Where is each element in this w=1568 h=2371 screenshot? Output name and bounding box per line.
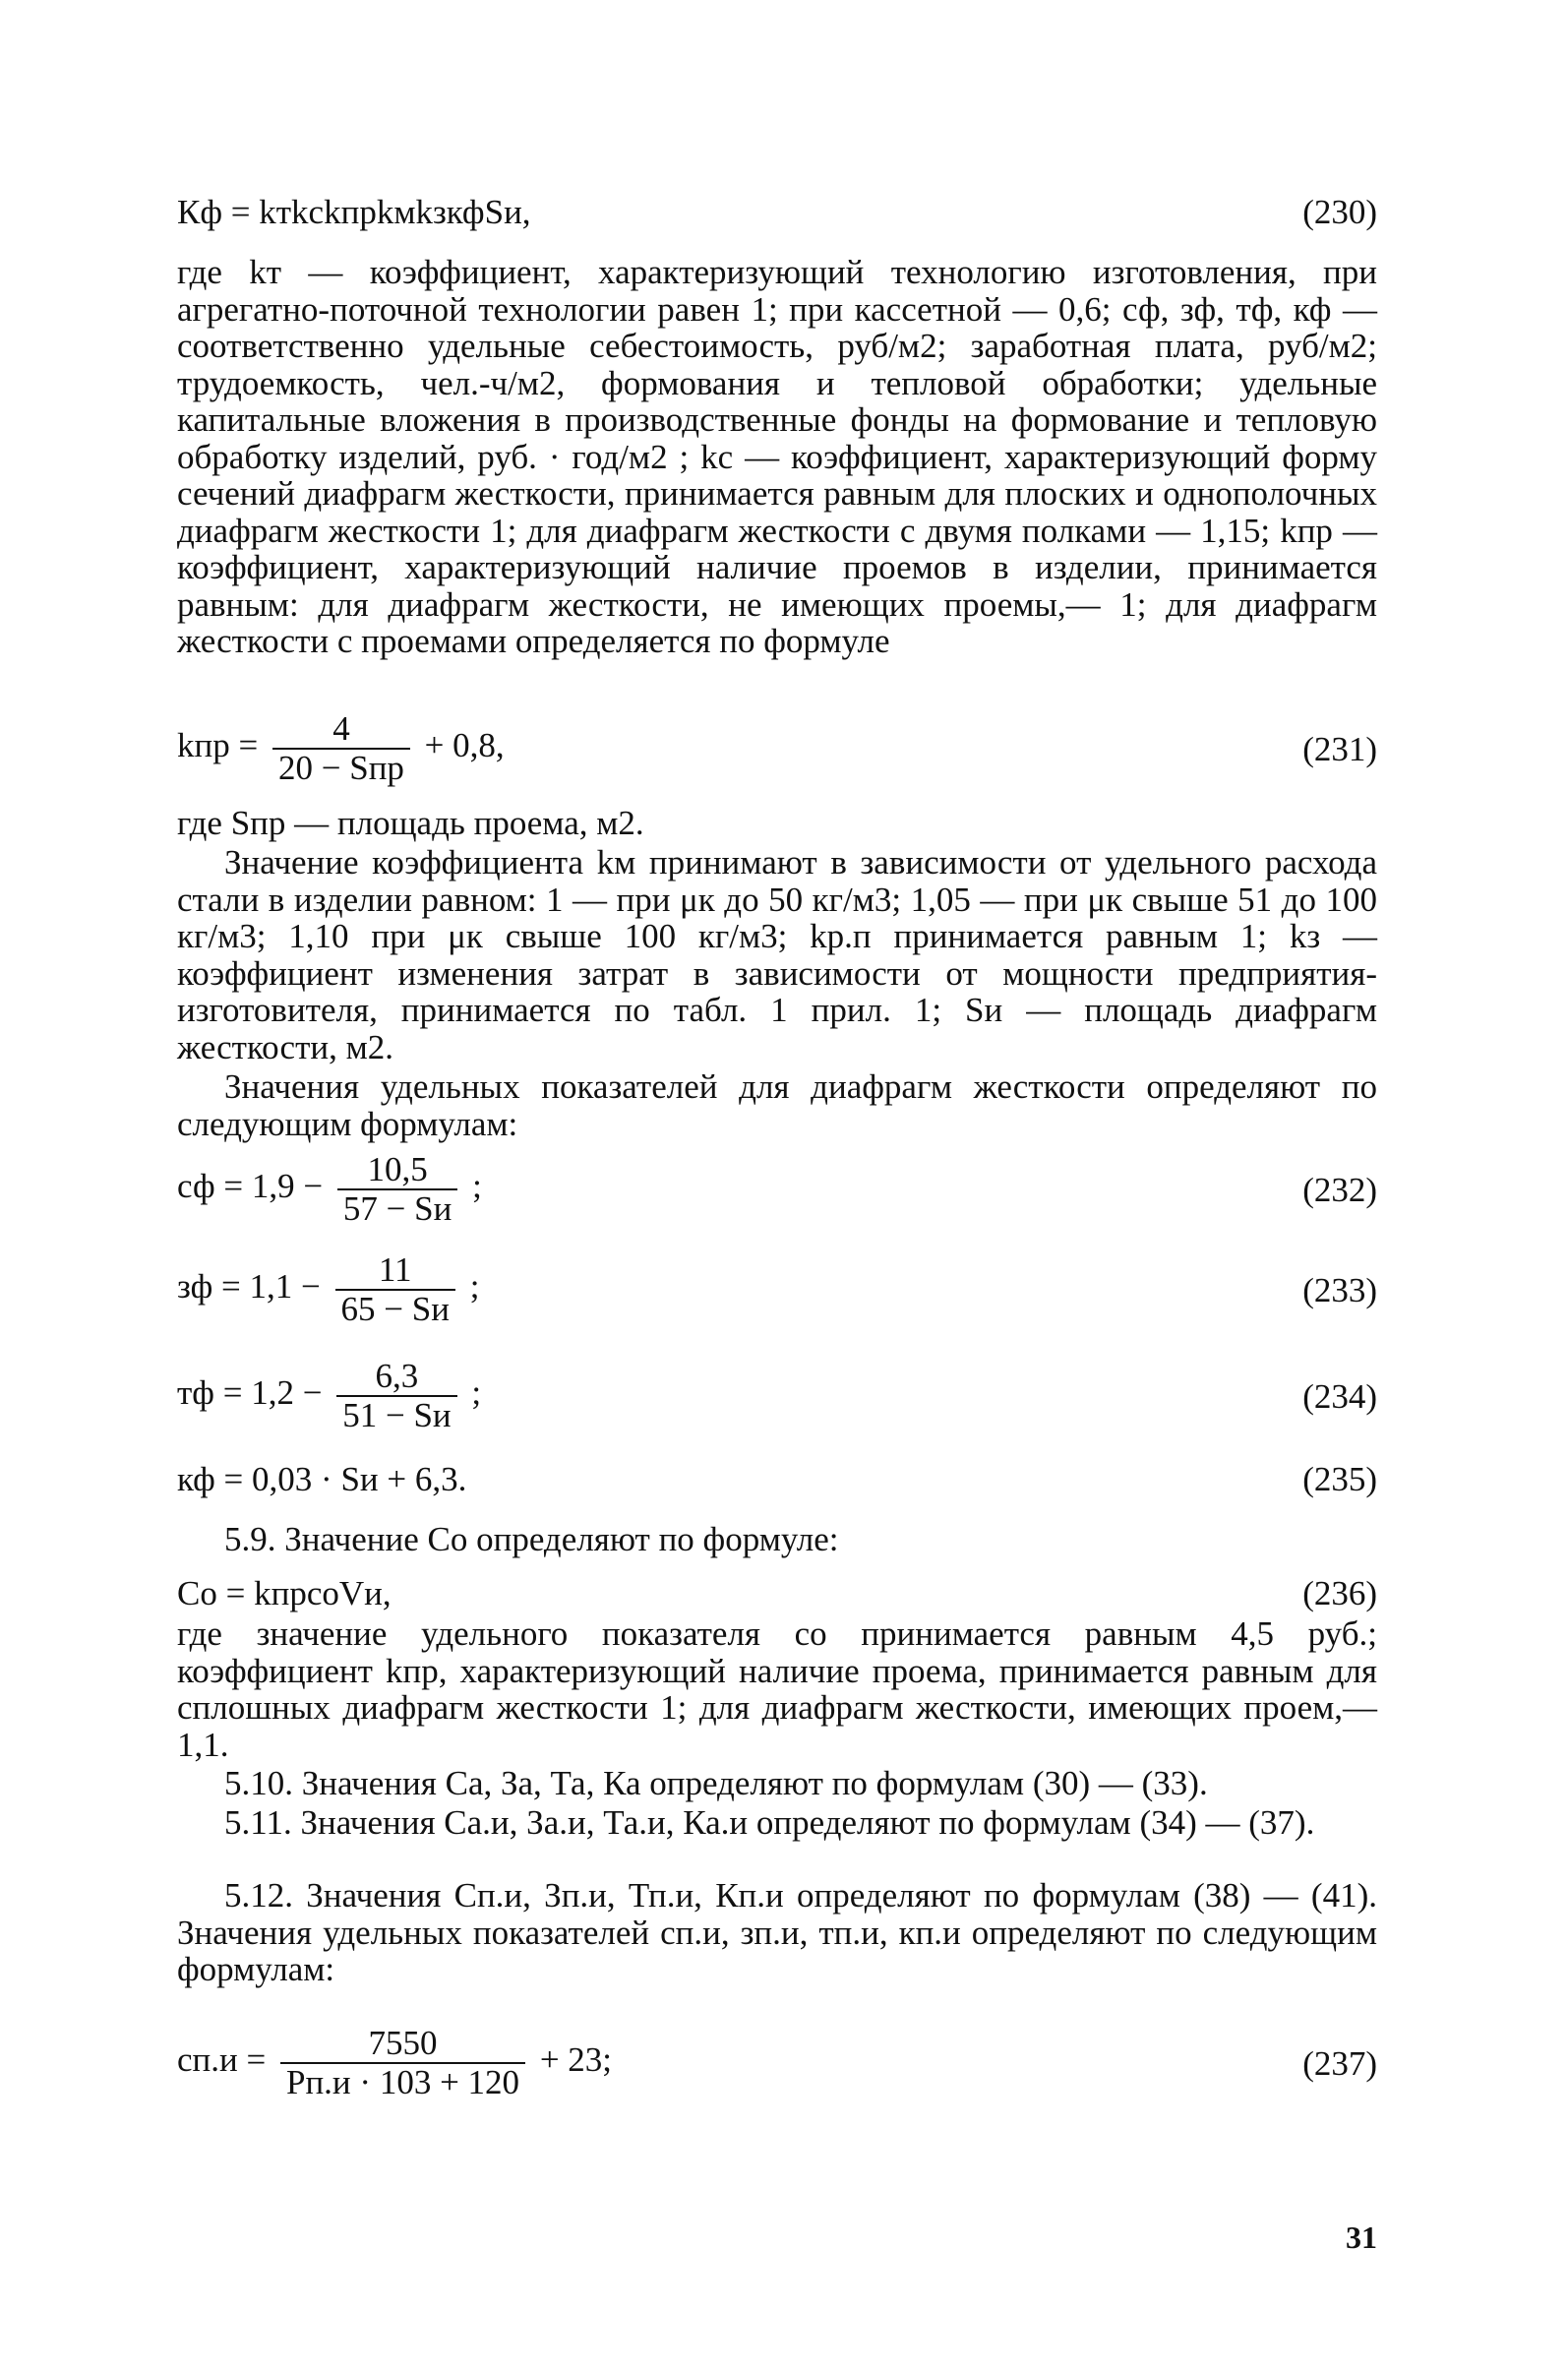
paragraph-coefficients: где kт — коэффициент, характеризующий технологию изготовления, при агрегатно-поточной технологии равен 1; при кассетной — 0,6; сф, зф, тф, кф — соответственно удельные себестоимость, руб/м2; заработная плата, руб/м2; трудоемкость, чел.-ч/м2, формования и тепловой обработки; удельные капитальные вложения в производственные фонды на формование и тепловую обработку изделий, руб. · год/м2 ; kс — коэффициент, характеризующий форму сечений диафрагм жесткости, принимается равным для плоских и однополочных диафрагм жесткости 1; для диафрагм жесткости с двумя полками — 1,15; kпр — коэффициент, характеризующий наличие проемов в изделии, принимается равным: для диафрагм жесткости, не имеющих проемы,— 1; для диафрагм жесткости с проемами определяется по формуле: [177, 253, 1377, 660]
formula-231-lhs: kпр =: [177, 726, 259, 765]
formula-237-fraction: [280, 2025, 525, 2101]
paragraph-section-5-12: 5.12. Значения Сп.и, Зп.и, Тп.и, Кп.и определяют по формулам (38) — (41). Значения удельных показателей сп.и, зп.и, тп.и, кп.и определяют по следующим формулам:: [177, 1876, 1377, 1988]
equation-number-234: (234): [1302, 1377, 1377, 1416]
equation-number-232: (232): [1302, 1171, 1377, 1209]
formula-234: [177, 1358, 1377, 1434]
paragraph-section-5-11: 5.11. Значения Са.и, За.и, Та.и, Ка.и определяют по формулам (34) — (37).: [224, 1803, 1315, 1842]
formula-234-numerator: 6,3: [336, 1358, 456, 1397]
formula-234-fraction: [336, 1358, 456, 1434]
paragraph-section-5-9: 5.9. Значение Со определяют по формуле:: [224, 1520, 839, 1558]
formula-232-denominator: 57 − Sи: [342, 1189, 452, 1228]
equation-number-236: (236): [1302, 1574, 1377, 1612]
paragraph-specific-cost: где значение удельного показателя со принимается равным 4,5 руб.; коэффициент kпр, характеризующий наличие проема, принимается равным для сплошных диафрагм жесткости 1; для диафрагм жесткости, имеющих проем,— 1,1.: [177, 1614, 1377, 1764]
paragraph-steel-coefficient: Значение коэффициента kм принимают в зависимости от удельного расхода стали в изделии равном: 1 — при μк до 50 кг/м3; 1,05 — при μк свыше 51 до 100 кг/м3; 1,10 при μк свыше 100 кг/м3; kр.п принимается равным 1; kз — коэффициент изменения затрат в зависимости от мощности предприятия-изготовителя, принимается по табл. 1 прил. 1; Sи — площадь диафрагм жесткости, м2.: [177, 843, 1377, 1066]
formula-233-denominator: 65 − Sи: [340, 1290, 450, 1328]
formula-231-numerator: 4: [272, 710, 410, 750]
formula-234-denominator: 51 − Sи: [342, 1396, 452, 1434]
formula-233-fraction: [335, 1251, 455, 1328]
paragraph-section-5-10: 5.10. Значения Са, За, Та, Ка определяют по формулам (30) — (33).: [224, 1764, 1208, 1802]
equation-number-233: (233): [1302, 1271, 1377, 1309]
formula-237-lhs: сп.и =: [177, 2040, 267, 2080]
formula-237-rest: + 23;: [539, 2040, 613, 2080]
paragraph-opening-area: где Sпр — площадь проема, м2.: [177, 804, 644, 842]
formula-236: Со = kпрсоVи,: [177, 1574, 392, 1612]
formula-237-denominator: Рп.и · 103 + 120: [285, 2063, 520, 2101]
formula-234-rest: ;: [471, 1373, 482, 1413]
formula-232-rest: ;: [472, 1167, 482, 1206]
formula-233-numerator: 11: [335, 1251, 455, 1291]
equation-number-237: (237): [1302, 2044, 1377, 2083]
formula-232-lhs: сф = 1,9 −: [177, 1167, 324, 1206]
formula-231-denominator: 20 − Sпр: [277, 749, 404, 787]
formula-231-fraction: [272, 710, 410, 787]
formula-233-lhs: зф = 1,1 −: [177, 1267, 321, 1307]
formula-232-numerator: 10,5: [337, 1151, 457, 1190]
equation-number-235: (235): [1302, 1460, 1377, 1498]
formula-233-rest: ;: [469, 1267, 480, 1307]
formula-237: [177, 2025, 1377, 2101]
page-number: 31: [1346, 2219, 1377, 2255]
formula-230: Кф = kтkсkпрkмkзкфSи,: [177, 193, 531, 231]
formula-231: [177, 710, 1377, 787]
formula-232: [177, 1151, 1377, 1228]
formula-231-rest: + 0,8,: [424, 726, 505, 765]
formula-234-lhs: тф = 1,2 −: [177, 1373, 323, 1413]
formula-237-numerator: 7550: [280, 2025, 525, 2064]
equation-number-231: (231): [1302, 730, 1377, 768]
formula-232-fraction: [337, 1151, 457, 1228]
formula-235: кф = 0,03 · Sи + 6,3.: [177, 1460, 467, 1498]
equation-number-230: (230): [1302, 193, 1377, 231]
paragraph-specific-indicators: Значения удельных показателей для диафрагм жесткости определяют по следующим формулам:: [177, 1067, 1377, 1143]
formula-233: [177, 1251, 1377, 1328]
